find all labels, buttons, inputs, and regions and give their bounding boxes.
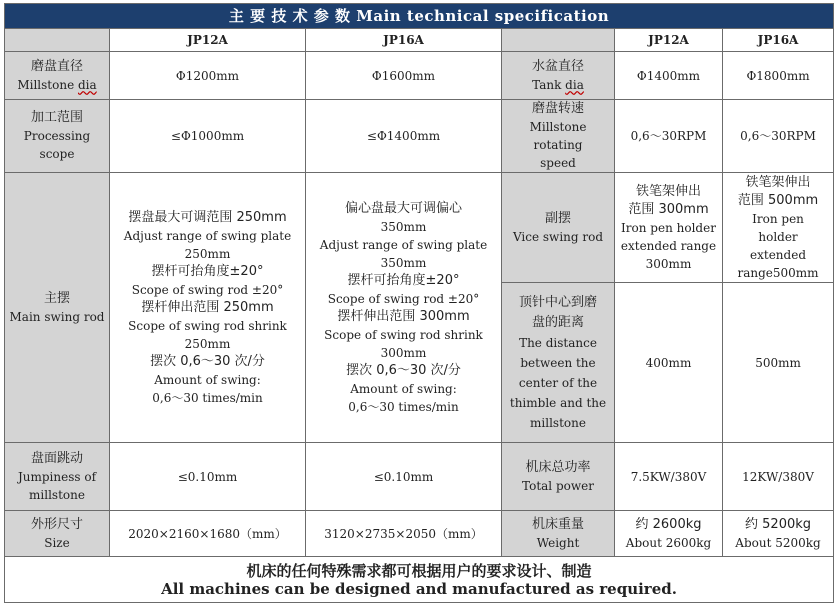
value-tank-dia-jp16a: Φ1800mm — [723, 52, 834, 100]
label-vice-swing-rod: 副摆 Vice swing rod — [502, 173, 615, 283]
table-row — [5, 52, 834, 100]
table-row — [5, 443, 834, 511]
footer-row — [5, 557, 834, 603]
value-tank-dia-jp12a: Φ1400mm — [615, 52, 723, 100]
value-main-swing-rod-jp16a: 偏心盘最大可调偏心 350mm Adjust range of swing plate 350mm 摆杆可抬角度±20° Scope of swing rod ±20° 摆杆伸出范围 300mm Scope of swing rod shrink 300mm 摆次 0,6～30 次/分 Amount of swing: 0,6～30 times/min — [306, 173, 502, 443]
value-size-jp12a: 2020×2160×1680（mm） — [110, 511, 306, 557]
value-total-power-jp12a: 7.5KW/380V — [615, 443, 723, 511]
header-jp12a-right: JP12A — [615, 29, 723, 52]
value-main-swing-rod-jp12a: 摆盘最大可调范围 250mm Adjust range of swing plate 250mm 摆杆可抬角度±20° Scope of swing rod ±20° 摆杆伸出范围 250mm Scope of swing rod shrink 250mm 摆次 0,6～30 次/分 Amount of swing: 0,6～30 times/min — [110, 173, 306, 443]
value-total-power-jp16a: 12KW/380V — [723, 443, 834, 511]
table-title: 主 要 技 术 参 数 Main technical specification — [5, 4, 834, 29]
header-blank-right — [502, 29, 615, 52]
value-jumpiness-jp16a: ≤0.10mm — [306, 443, 502, 511]
value-thimble-distance-jp16a: 500mm — [723, 283, 834, 443]
label-tank-dia: 水盆直径 Tank dia — [502, 52, 615, 100]
value-rotating-speed-jp12a: 0,6～30RPM — [615, 100, 723, 173]
value-weight-jp12a: 约 2600kg About 2600kg — [615, 511, 723, 557]
value-millstone-dia-jp12a: Φ1200mm — [110, 52, 306, 100]
label-total-power: 机床总功率 Total power — [502, 443, 615, 511]
value-jumpiness-jp12a: ≤0.10mm — [110, 443, 306, 511]
header-row — [5, 29, 834, 52]
value-processing-scope-jp16a: ≤Φ1400mm — [306, 100, 502, 173]
label-weight: 机床重量 Weight — [502, 511, 615, 557]
footer-en: All machines can be designed and manufactured as required. — [161, 579, 677, 598]
value-thimble-distance-jp12a: 400mm — [615, 283, 723, 443]
value-millstone-dia-jp16a: Φ1600mm — [306, 52, 502, 100]
header-jp16a-right: JP16A — [723, 29, 834, 52]
label-thimble-distance: 顶针中心到磨 盘的距离 The distance between the center of the thimble and the millstone — [502, 283, 615, 443]
table-row — [5, 511, 834, 557]
footer-zh: 机床的任何特殊需求都可根据用户的要求设计、制造 — [246, 561, 592, 580]
header-jp16a-left: JP16A — [306, 29, 502, 52]
label-jumpiness: 盘面跳动 Jumpiness of millstone — [5, 443, 110, 511]
footer-note — [5, 557, 834, 603]
value-vice-swing-rod-jp12a: 铁笔架伸出 范围 300mm Iron pen holder extended range 300mm — [615, 173, 723, 283]
table-row — [5, 100, 834, 173]
value-weight-jp16a: 约 5200kg About 5200kg — [723, 511, 834, 557]
header-blank-left — [5, 29, 110, 52]
label-main-swing-rod: 主摆 Main swing rod — [5, 173, 110, 443]
title-row — [5, 4, 834, 29]
header-jp12a-left: JP12A — [110, 29, 306, 52]
label-millstone-dia: 磨盘直径 Millstone dia — [5, 52, 110, 100]
label-size: 外形尺寸 Size — [5, 511, 110, 557]
label-processing-scope: 加工范围 Processing scope — [5, 100, 110, 173]
value-rotating-speed-jp16a: 0,6～30RPM — [723, 100, 834, 173]
value-vice-swing-rod-jp16a: 铁笔架伸出 范围 500mm Iron pen holder extended range500mm — [723, 173, 834, 283]
spec-table — [4, 3, 834, 603]
table-row — [5, 173, 834, 283]
label-millstone-rotating-speed: 磨盘转速 Millstone rotating speed — [502, 100, 615, 173]
value-size-jp16a: 3120×2735×2050（mm） — [306, 511, 502, 557]
value-processing-scope-jp12a: ≤Φ1000mm — [110, 100, 306, 173]
